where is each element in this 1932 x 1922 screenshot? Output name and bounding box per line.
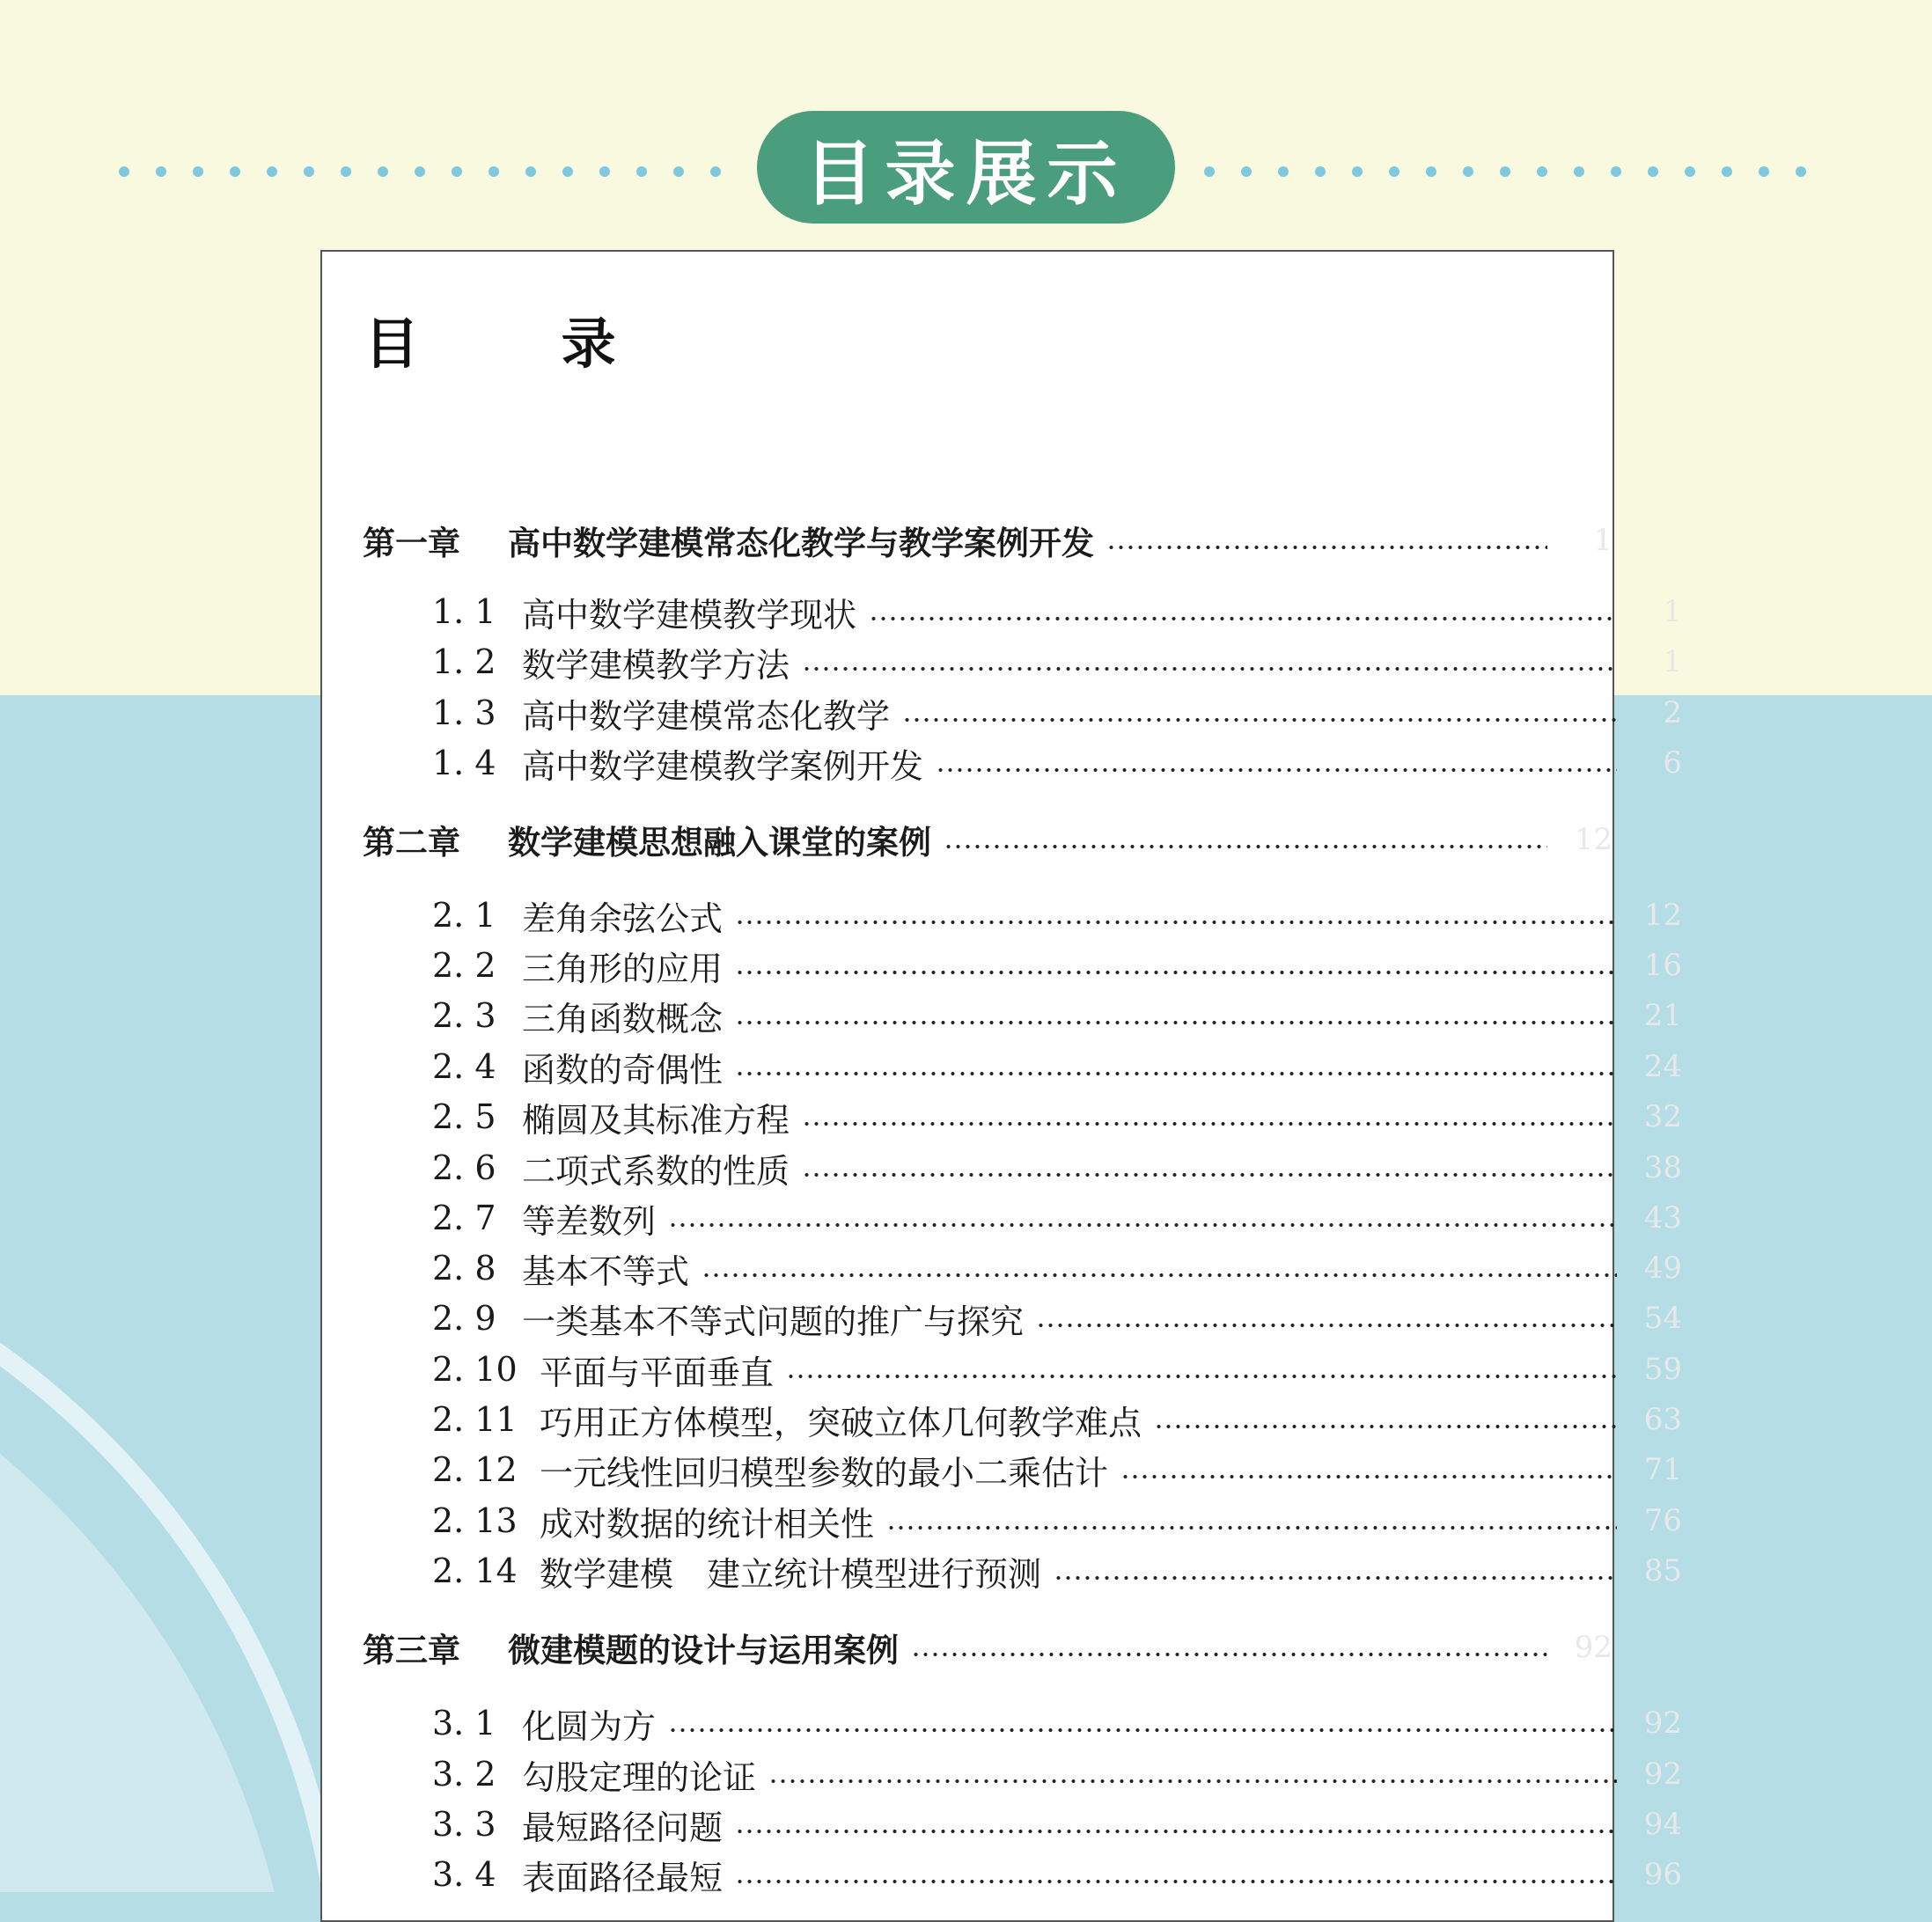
toc-entry-title: 成对数据的统计相关性 [540,1504,875,1544]
dot [1426,166,1436,177]
toc-section-row [322,1852,1682,1896]
dot [1648,166,1658,177]
toc-entry-title: 一元线性回归模型参数的最小二乘估计 [540,1453,1109,1493]
toc-entry-number: 3. 4 [432,1855,496,1894]
dot-leader [1120,1475,1617,1478]
toc-entry-title: 表面路径最短 [522,1858,724,1897]
toc-entry-number: 3. 1 [432,1704,496,1742]
dot-leader [735,921,1617,924]
toc-entry-title: 高中数学建模常态化教学与教学案例开发 [508,525,1094,562]
toc-entry-title: 化圆为方 [522,1706,657,1746]
dotted-line-left [119,163,721,180]
toc-entry-title: 高中数学建模教学案例开发 [522,746,924,786]
dot [341,166,351,177]
dot [119,166,129,177]
toc-entry-title: 三角形的应用 [522,949,724,988]
toc-entry-title: 勾股定理的论证 [522,1757,757,1797]
dot [1463,166,1473,177]
dot [267,166,277,177]
toc-page-number: 59 [1643,1352,1682,1387]
toc-entry-number: 2. 10 [432,1350,518,1389]
toc-page-number: 49 [1643,1251,1682,1286]
toc-entry-title: 高中数学建模教学现状 [522,595,857,635]
toc-entry-title: 基本不等式 [522,1251,690,1291]
toc-section-row [322,1045,1682,1089]
toc-section-row [322,1196,1682,1240]
toc-entry-number: 2. 1 [432,896,496,935]
dot-leader [1036,1324,1617,1327]
toc-page-number: 1 [1663,594,1682,629]
toc-entry-number: 2. 13 [432,1501,518,1540]
toc-page-number: 96 [1643,1857,1682,1892]
toc-page-number: 54 [1643,1301,1682,1336]
dot-leader [1154,1425,1617,1428]
toc-chapter-row [322,1625,1612,1669]
dot [1574,166,1584,177]
toc-page-number: 1 [1593,523,1612,558]
toc-chapter-row [322,518,1612,562]
banner-pill [757,111,1175,224]
toc-entry-title: 高中数学建模常态化教学 [522,696,891,736]
dot-leader [735,971,1617,974]
dot-leader [886,1526,1617,1530]
dot-leader [944,845,1547,848]
banner-title: 目录展示 [804,132,1128,215]
toc-entry-number: 1. 3 [432,693,496,732]
dot [673,166,684,177]
dot [1722,166,1732,177]
toc-chapter-row [322,818,1612,862]
toc-entry-number: 第一章 [363,525,460,562]
toc-entry-number: 第二章 [363,824,460,862]
dot [1759,166,1769,177]
dot [1278,166,1289,177]
toc-page-number: 43 [1643,1200,1682,1236]
toc-entry-number: 2. 8 [432,1249,496,1287]
toc-page-number: 2 [1663,695,1682,730]
dot-leader [802,1122,1617,1126]
dot-leader [911,1653,1547,1656]
dot [193,166,203,177]
dotted-line-right [1204,163,1806,180]
toc-entry-title: 微建模题的设计与运用案例 [508,1632,899,1669]
dot-leader [869,617,1617,620]
dot [1315,166,1326,177]
toc-page-number: 12 [1574,822,1612,857]
dot-leader [668,1728,1617,1732]
toc-entry-number: 2. 4 [432,1047,496,1086]
dot-leader [735,1830,1617,1833]
dot [304,166,314,177]
toc-section-row [322,1549,1682,1593]
toc-entry-number: 2. 3 [432,996,496,1035]
toc-entry-number: 1. 4 [432,744,496,782]
toc-section-row [322,691,1682,735]
toc-page-number: 85 [1643,1553,1682,1588]
dot-leader [735,1880,1617,1883]
dot [525,166,536,177]
toc-entry-title: 平面与平面垂直 [540,1353,775,1392]
toc-entry-title: 巧用正方体模型，突破立体几何教学难点 [540,1403,1142,1442]
dot [378,166,388,177]
toc-entry-number: 2. 5 [432,1097,496,1136]
toc-section-row [322,640,1682,684]
toc-entry-number: 1. 1 [432,592,496,631]
toc-page [320,250,1682,1922]
decorative-arc [0,1188,352,1892]
toc-page-number: 94 [1643,1807,1682,1842]
dot-leader [786,1375,1617,1378]
toc-section-row [322,1802,1682,1846]
toc-section-row [322,1246,1682,1290]
toc-entry-title: 一类基本不等式问题的推广与探究 [522,1302,1025,1341]
dot-leader [902,718,1617,722]
toc-page-number: 63 [1643,1402,1682,1437]
dot [562,166,573,177]
toc-entry-number: 3. 2 [432,1755,496,1794]
dot-leader [702,1273,1617,1277]
toc-page-number: 76 [1643,1503,1682,1538]
dot-leader [1054,1576,1617,1580]
toc-section-row [322,1347,1682,1391]
dot [1611,166,1621,177]
dot [1537,166,1547,177]
dot-leader [768,1779,1617,1783]
dot [1352,166,1363,177]
toc-entry-number: 2. 2 [432,946,496,985]
section-banner [0,53,1932,215]
toc-page-number: 1 [1663,644,1682,679]
dot [636,166,647,177]
dot-leader [936,768,1617,772]
dot [156,166,166,177]
toc-entry-title: 数学建模 建立统计模型进行预测 [540,1554,1042,1594]
dot [1796,166,1806,177]
toc-entry-number: 2. 6 [432,1148,496,1187]
toc-section-row [322,1397,1682,1442]
dot-leader [1106,546,1547,549]
toc-page-number: 12 [1643,898,1682,933]
dot [452,166,462,177]
dot [1204,166,1215,177]
toc-entry-number: 2. 11 [432,1400,518,1439]
toc-heading: 目 录 [364,312,678,376]
toc-page-number: 92 [1574,1630,1612,1665]
toc-page-number: 92 [1643,1757,1682,1792]
toc-entry-title: 二项式系数的性质 [522,1151,790,1191]
toc-page-number: 32 [1643,1099,1682,1134]
toc-section-row [322,943,1682,987]
toc-section-row [322,1752,1682,1796]
toc-page-number: 38 [1643,1150,1682,1185]
toc-section-row [322,1701,1682,1745]
toc-entry-number: 2. 12 [432,1450,518,1489]
dot-leader [735,1021,1617,1024]
toc-entry-title: 差角余弦公式 [522,899,724,938]
dot-leader [802,667,1617,671]
dot-leader [668,1223,1617,1227]
toc-section-row [322,1448,1682,1492]
dot-leader [735,1072,1617,1075]
toc-page-number: 21 [1643,998,1682,1033]
toc-entry-number: 2. 7 [432,1199,496,1237]
toc-entry-number: 2. 14 [432,1552,518,1590]
toc-entry-number: 2. 9 [432,1299,496,1338]
toc-page-number: 16 [1643,948,1682,983]
toc-entry-number: 3. 3 [432,1805,496,1844]
toc-entry-number: 1. 2 [432,642,496,681]
dot-leader [802,1173,1617,1177]
toc-entry-title: 函数的奇偶性 [522,1050,724,1089]
toc-page-number: 6 [1663,745,1682,781]
toc-entry-title: 三角函数概念 [522,999,724,1038]
toc-section-row [322,1095,1682,1139]
toc-page-number: 71 [1643,1452,1682,1487]
toc-page-number: 92 [1643,1706,1682,1741]
toc-entry-title: 最短路径问题 [522,1808,724,1847]
dot [230,166,240,177]
dot [1685,166,1695,177]
toc-page-number: 24 [1643,1049,1682,1084]
toc-entry-title: 椭圆及其标准方程 [522,1100,790,1140]
toc-section-row [322,1296,1682,1340]
dot [1500,166,1510,177]
toc-entry-title: 等差数列 [522,1201,657,1241]
toc-section-row [322,741,1682,785]
toc-section-row [322,893,1682,937]
toc-section-row [322,590,1682,634]
dot [1241,166,1252,177]
dot [710,166,721,177]
toc-section-row [322,1499,1682,1543]
toc-entry-number: 第三章 [363,1632,460,1669]
dot [415,166,425,177]
toc-entry-title: 数学建模思想融入课堂的案例 [508,824,931,862]
toc-section-row [322,994,1682,1038]
toc-section-row [322,1146,1682,1190]
toc-entry-title: 数学建模教学方法 [522,645,790,685]
dot [1389,166,1399,177]
dot [599,166,610,177]
dot [489,166,499,177]
